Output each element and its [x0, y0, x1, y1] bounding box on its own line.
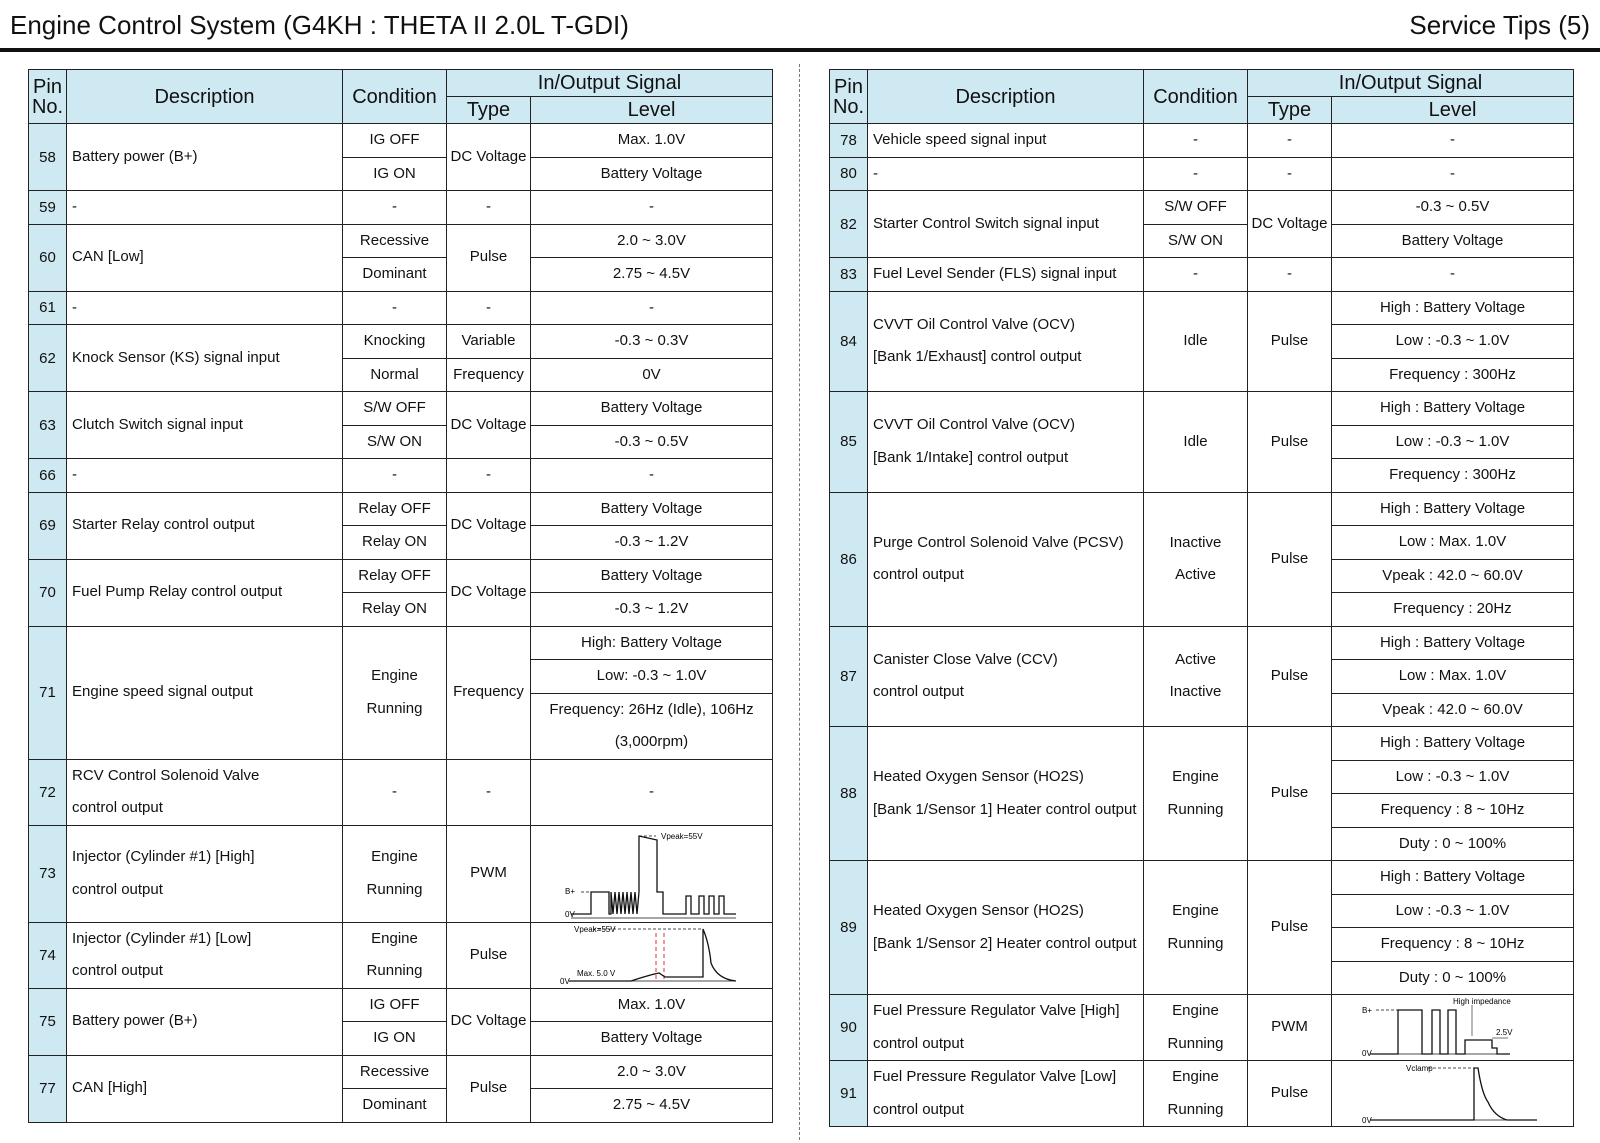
- signal-type: PWM: [1248, 995, 1332, 1061]
- signal-type: -: [1248, 258, 1332, 292]
- table-row: [29, 559, 773, 593]
- description: Clutch Switch signal input: [67, 392, 343, 459]
- zero-volt-label: 0V: [565, 909, 575, 919]
- pin-number: 77: [29, 1055, 67, 1122]
- description: CAN [High]: [67, 1055, 343, 1122]
- signal-type: DC Voltage: [1248, 191, 1332, 258]
- signal-type: Pulse: [1248, 291, 1332, 392]
- pin-number: 86: [830, 492, 868, 626]
- condition: IG ON: [343, 1022, 447, 1056]
- zero-volt-label: 0V: [1362, 1048, 1372, 1058]
- description: Fuel Pressure Regulator Valve [High] control output: [868, 995, 1144, 1061]
- description: Fuel Pump Relay control output: [67, 559, 343, 626]
- waveform-injector-high: [531, 825, 773, 922]
- signal-level: -: [1332, 157, 1574, 191]
- table-row: [830, 626, 1574, 660]
- table-row: [29, 459, 773, 493]
- waveform-pwm-graphic: [531, 826, 771, 922]
- io-signal-header: In/Output Signal: [1248, 70, 1574, 97]
- pin-number: 61: [29, 291, 67, 325]
- table-row: [830, 727, 1574, 761]
- condition: Engine Running: [1144, 995, 1248, 1061]
- signal-type: -: [1248, 124, 1332, 158]
- table-row: [29, 325, 773, 359]
- signal-level: Low : -0.3 ~ 1.0V: [1332, 425, 1574, 459]
- table-row: [29, 626, 773, 660]
- zero-volt-label: 0V: [560, 977, 570, 986]
- pin-number: 78: [830, 124, 868, 158]
- table-row: [29, 1055, 773, 1089]
- description: -: [67, 291, 343, 325]
- signal-level: Low : Max. 1.0V: [1332, 660, 1574, 694]
- signal-type: Frequency: [447, 626, 531, 759]
- signal-type: DC Voltage: [447, 392, 531, 459]
- table-row: [29, 124, 773, 158]
- signal-level: Vpeak : 42.0 ~ 60.0V: [1332, 559, 1574, 593]
- pin-number: 89: [830, 861, 868, 995]
- pin-number: 84: [830, 291, 868, 392]
- table-row: [29, 988, 773, 1022]
- description: Injector (Cylinder #1) [High] control output: [67, 825, 343, 922]
- signal-level: 2.0 ~ 3.0V: [531, 224, 773, 258]
- signal-type: Pulse: [1248, 861, 1332, 995]
- condition: Recessive: [343, 1055, 447, 1089]
- signal-level: -: [1332, 258, 1574, 292]
- signal-level: Battery Voltage: [531, 157, 773, 191]
- table-row: [830, 291, 1574, 325]
- signal-type: Pulse: [447, 1055, 531, 1122]
- condition: -: [1144, 157, 1248, 191]
- pin-header: Pin No.: [29, 70, 67, 124]
- pin-number: 85: [830, 392, 868, 493]
- waveform-pulse-graphic: [1332, 1062, 1572, 1126]
- signal-level: Low : -0.3 ~ 1.0V: [1332, 894, 1574, 928]
- table-row: [29, 224, 773, 258]
- signal-level: Low : Max. 1.0V: [1332, 526, 1574, 560]
- signal-level: High : Battery Voltage: [1332, 392, 1574, 426]
- signal-level: High : Battery Voltage: [1332, 727, 1574, 761]
- signal-level: Max. 1.0V: [531, 124, 773, 158]
- signal-level: -0.3 ~ 1.2V: [531, 526, 773, 560]
- signal-type: DC Voltage: [447, 988, 531, 1055]
- signal-level: Frequency: 26Hz (Idle), 106Hz (3,000rpm): [531, 693, 773, 759]
- condition: Knocking: [343, 325, 447, 359]
- signal-level: Duty : 0 ~ 100%: [1332, 827, 1574, 861]
- level-header: Level: [1332, 97, 1574, 124]
- signal-level: -: [1332, 124, 1574, 158]
- condition: -: [343, 459, 447, 493]
- condition: S/W ON: [343, 425, 447, 459]
- type-header: Type: [447, 97, 531, 124]
- signal-level: Frequency : 300Hz: [1332, 459, 1574, 493]
- pin-number: 88: [830, 727, 868, 861]
- condition: Relay ON: [343, 593, 447, 627]
- signal-level: 2.75 ~ 4.5V: [531, 1089, 773, 1123]
- pin-number: 80: [830, 157, 868, 191]
- condition: -: [343, 759, 447, 825]
- condition: S/W OFF: [343, 392, 447, 426]
- signal-level: High : Battery Voltage: [1332, 626, 1574, 660]
- description: Knock Sensor (KS) signal input: [67, 325, 343, 392]
- table-row: [29, 291, 773, 325]
- page-header: [0, 0, 1600, 52]
- signal-type: Pulse: [1248, 392, 1332, 493]
- header-row: [29, 70, 773, 97]
- condition: Dominant: [343, 258, 447, 292]
- signal-level: -0.3 ~ 1.2V: [531, 593, 773, 627]
- section-label: Service Tips (5): [1409, 10, 1590, 40]
- description: -: [67, 459, 343, 493]
- condition: Engine Running: [343, 626, 447, 759]
- description-header: Description: [868, 70, 1144, 124]
- description: -: [868, 157, 1144, 191]
- pin-number: 63: [29, 392, 67, 459]
- pin-table-right: [829, 69, 1574, 1127]
- signal-level: High : Battery Voltage: [1332, 291, 1574, 325]
- signal-type: -: [447, 291, 531, 325]
- signal-type: PWM: [447, 825, 531, 922]
- signal-type: Frequency: [447, 358, 531, 392]
- pin-number: 90: [830, 995, 868, 1061]
- pin-number: 91: [830, 1061, 868, 1127]
- condition: Idle: [1144, 291, 1248, 392]
- waveform-fprv-low: [1332, 1061, 1574, 1127]
- waveform-pulse-graphic: [531, 923, 771, 987]
- pin-number: 83: [830, 258, 868, 292]
- condition: Relay OFF: [343, 492, 447, 526]
- description: Vehicle speed signal input: [868, 124, 1144, 158]
- pin-number: 60: [29, 224, 67, 291]
- description: -: [67, 191, 343, 225]
- description: Starter Relay control output: [67, 492, 343, 559]
- max-label: Max. 5.0 V: [577, 969, 616, 978]
- signal-level: Vpeak : 42.0 ~ 60.0V: [1332, 693, 1574, 727]
- condition: -: [1144, 258, 1248, 292]
- signal-level: -: [531, 191, 773, 225]
- table-row: [830, 258, 1574, 292]
- pin-number: 72: [29, 759, 67, 825]
- pin-table-left: [28, 69, 773, 1123]
- vclamp-label: Vclamp: [1406, 1063, 1433, 1073]
- signal-level: 0V: [531, 358, 773, 392]
- description: Injector (Cylinder #1) [Low] control output: [67, 922, 343, 988]
- signal-type: -: [1248, 157, 1332, 191]
- condition: IG ON: [343, 157, 447, 191]
- signal-level: Battery Voltage: [531, 1022, 773, 1056]
- condition-header: Condition: [1144, 70, 1248, 124]
- signal-level: 2.0 ~ 3.0V: [531, 1055, 773, 1089]
- description-header: Description: [67, 70, 343, 124]
- description: Battery power (B+): [67, 124, 343, 191]
- page-title: Engine Control System (G4KH : THETA II 2.0L T-GDI): [10, 10, 629, 40]
- pin-header: Pin No.: [830, 70, 868, 124]
- condition: Dominant: [343, 1089, 447, 1123]
- signal-type: Pulse: [1248, 626, 1332, 727]
- signal-level: -: [531, 759, 773, 825]
- signal-level: -: [531, 291, 773, 325]
- waveform-pwm-graphic: [1332, 996, 1572, 1060]
- signal-level: Max. 1.0V: [531, 988, 773, 1022]
- signal-level: Duty : 0 ~ 100%: [1332, 961, 1574, 995]
- pin-number: 69: [29, 492, 67, 559]
- table-row: [830, 392, 1574, 426]
- description: Fuel Pressure Regulator Valve [Low] control output: [868, 1061, 1144, 1127]
- signal-type: DC Voltage: [447, 559, 531, 626]
- condition: -: [343, 291, 447, 325]
- signal-type: Pulse: [1248, 492, 1332, 626]
- pin-number: 66: [29, 459, 67, 493]
- signal-type: DC Voltage: [447, 124, 531, 191]
- signal-level: High: Battery Voltage: [531, 626, 773, 660]
- condition: S/W OFF: [1144, 191, 1248, 225]
- level-header: Level: [531, 97, 773, 124]
- table-row: [830, 492, 1574, 526]
- pin-number: 87: [830, 626, 868, 727]
- signal-level: Frequency : 8 ~ 10Hz: [1332, 794, 1574, 828]
- io-signal-header: In/Output Signal: [447, 70, 773, 97]
- condition: Active Inactive: [1144, 626, 1248, 727]
- pin-number: 70: [29, 559, 67, 626]
- signal-type: -: [447, 459, 531, 493]
- signal-level: -: [531, 459, 773, 493]
- signal-level: Frequency : 8 ~ 10Hz: [1332, 928, 1574, 962]
- pin-number: 74: [29, 922, 67, 988]
- condition: -: [343, 191, 447, 225]
- signal-level: 2.75 ~ 4.5V: [531, 258, 773, 292]
- description: RCV Control Solenoid Valve control output: [67, 759, 343, 825]
- description: Purge Control Solenoid Valve (PCSV) control output: [868, 492, 1144, 626]
- condition: Engine Running: [1144, 727, 1248, 861]
- signal-level: -0.3 ~ 0.5V: [531, 425, 773, 459]
- signal-level: Low : -0.3 ~ 1.0V: [1332, 760, 1574, 794]
- condition: -: [1144, 124, 1248, 158]
- description: Engine speed signal output: [67, 626, 343, 759]
- bplus-label: B+: [565, 886, 576, 896]
- signal-level: Battery Voltage: [1332, 224, 1574, 258]
- condition: Relay ON: [343, 526, 447, 560]
- description: Canister Close Valve (CCV) control output: [868, 626, 1144, 727]
- bplus-label: B+: [1362, 1005, 1373, 1015]
- description: CVVT Oil Control Valve (OCV) [Bank 1/Intake] control output: [868, 392, 1144, 493]
- type-header: Type: [1248, 97, 1332, 124]
- condition: IG OFF: [343, 988, 447, 1022]
- condition: IG OFF: [343, 124, 447, 158]
- signal-level: Battery Voltage: [531, 392, 773, 426]
- table-row: [830, 191, 1574, 225]
- signal-level: Frequency : 20Hz: [1332, 593, 1574, 627]
- signal-type: Pulse: [1248, 727, 1332, 861]
- condition: Engine Running: [1144, 1061, 1248, 1127]
- signal-type: Pulse: [1248, 1061, 1332, 1127]
- pin-number: 71: [29, 626, 67, 759]
- description: Heated Oxygen Sensor (HO2S) [Bank 1/Sensor 2] Heater control output: [868, 861, 1144, 995]
- table-row: [29, 191, 773, 225]
- pin-number: 58: [29, 124, 67, 191]
- header-row: [830, 70, 1574, 97]
- signal-level: Battery Voltage: [531, 559, 773, 593]
- table-row: [830, 124, 1574, 158]
- pin-number: 82: [830, 191, 868, 258]
- signal-type: DC Voltage: [447, 492, 531, 559]
- signal-level: Frequency : 300Hz: [1332, 358, 1574, 392]
- signal-type: Variable: [447, 325, 531, 359]
- description: CVVT Oil Control Valve (OCV) [Bank 1/Exhaust] control output: [868, 291, 1144, 392]
- description: Battery power (B+): [67, 988, 343, 1055]
- condition-header: Condition: [343, 70, 447, 124]
- signal-level: Battery Voltage: [531, 492, 773, 526]
- signal-type: -: [447, 191, 531, 225]
- signal-level: -0.3 ~ 0.3V: [531, 325, 773, 359]
- vpeak-label: Vpeak=55V: [661, 831, 703, 841]
- waveform-fprv-high: [1332, 995, 1574, 1061]
- condition: Engine Running: [343, 922, 447, 988]
- condition: S/W ON: [1144, 224, 1248, 258]
- signal-type: -: [447, 759, 531, 825]
- signal-level: -0.3 ~ 0.5V: [1332, 191, 1574, 225]
- pin-number: 59: [29, 191, 67, 225]
- signal-level: Low: -0.3 ~ 1.0V: [531, 660, 773, 694]
- condition: Relay OFF: [343, 559, 447, 593]
- waveform-injector-low: [531, 922, 773, 988]
- column-divider: [799, 64, 800, 1140]
- condition: Inactive Active: [1144, 492, 1248, 626]
- pin-number: 62: [29, 325, 67, 392]
- condition: Idle: [1144, 392, 1248, 493]
- pin-number: 73: [29, 825, 67, 922]
- condition: Normal: [343, 358, 447, 392]
- table-row: [29, 492, 773, 526]
- condition: Engine Running: [343, 825, 447, 922]
- signal-level: High : Battery Voltage: [1332, 861, 1574, 895]
- condition: Engine Running: [1144, 861, 1248, 995]
- two-point-five-label: 2.5V: [1496, 1027, 1513, 1037]
- signal-type: Pulse: [447, 224, 531, 291]
- description: CAN [Low]: [67, 224, 343, 291]
- signal-type: Pulse: [447, 922, 531, 988]
- table-row: [29, 392, 773, 426]
- high-impedance-label: High impedance: [1453, 996, 1511, 1006]
- pin-number: 75: [29, 988, 67, 1055]
- condition: Recessive: [343, 224, 447, 258]
- signal-level: Low : -0.3 ~ 1.0V: [1332, 325, 1574, 359]
- zero-volt-label: 0V: [1362, 1115, 1372, 1125]
- table-row: [830, 157, 1574, 191]
- signal-level: High : Battery Voltage: [1332, 492, 1574, 526]
- vpeak-label: Vpeak=55V: [574, 925, 616, 934]
- description: Starter Control Switch signal input: [868, 191, 1144, 258]
- description: Heated Oxygen Sensor (HO2S) [Bank 1/Sensor 1] Heater control output: [868, 727, 1144, 861]
- table-row: [830, 861, 1574, 895]
- description: Fuel Level Sender (FLS) signal input: [868, 258, 1144, 292]
